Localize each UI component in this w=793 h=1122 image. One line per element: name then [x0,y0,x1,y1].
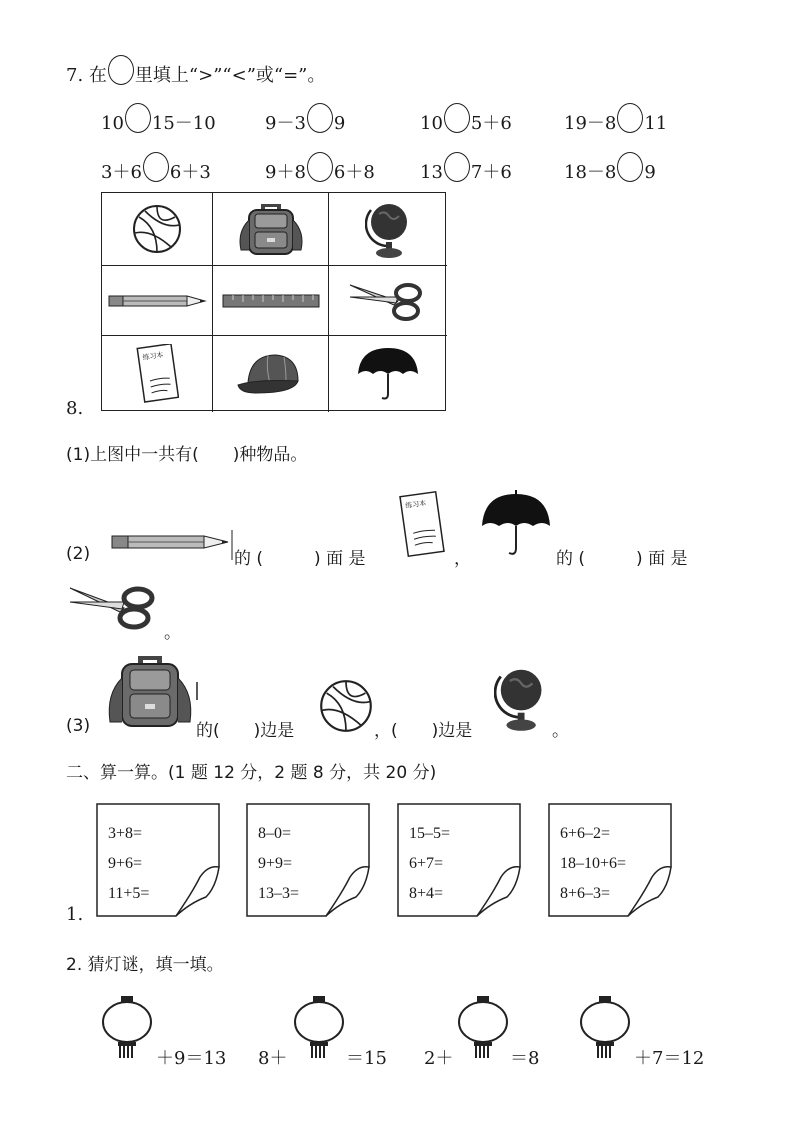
section2-heading: 二、算一算。(1 题 12 分，2 题 8 分，共 20 分) [66,763,437,783]
backpack-icon [100,652,200,732]
grid-cell-backpack [213,193,329,266]
q7-expr-1-4: 19－8 11 [564,103,667,135]
grid-cell-ruler [213,266,329,336]
lantern-pre-3: 2＋ [424,1048,454,1069]
pencil-icon [107,293,207,309]
lantern-eq-2: ＝15 [346,1048,387,1069]
calc-expr: 8+4= [409,885,444,902]
answer-circle[interactable] [125,103,151,133]
q8-sub2-label: (2) [66,544,91,564]
items-grid [101,192,446,411]
grid-cell-scissors [329,266,447,336]
q7-expr-2-4: 18－8 9 [564,152,656,184]
notebook-icon [135,344,179,404]
lantern-icon[interactable] [292,994,346,1062]
scissors-icon [348,279,428,323]
ball-icon [318,678,374,734]
q8-sub1: (1)上图中一共有( )种物品。 [66,445,308,465]
q7-expr-2-2: 9＋8 6＋8 [265,152,375,184]
globe-icon [494,662,546,734]
q8-number: 8. [66,398,84,419]
answer-circle[interactable] [617,103,643,133]
lantern-eq-1: ＋9＝13 [156,1048,227,1069]
umbrella-icon [480,490,552,560]
calc-expr: 9+9= [258,855,293,872]
cap-icon [236,351,306,397]
calc-note-3 [397,803,522,915]
calc-note-2 [246,803,371,915]
q7-expr-2-3: 13 7＋6 [420,152,512,184]
q8-sub3-end: 。 [552,721,569,741]
grid-cell-notebook [102,336,213,412]
answer-circle[interactable] [143,152,169,182]
q7-expr-2-1: 3＋6 6＋3 [101,152,211,184]
grid-cell-umbrella [329,336,447,412]
calc-expr: 8+6–3= [560,885,611,902]
q8-sub3-b: ，( )边是 [374,721,473,741]
answer-circle[interactable] [307,152,333,182]
grid-cell-ball [102,193,213,266]
ball-icon [131,203,183,255]
answer-circle[interactable] [444,103,470,133]
umbrella-icon [356,346,420,402]
calc-expr: 11+5= [108,885,150,902]
calc-expr: 18–10+6= [560,855,627,872]
svg-text:练习本: 练习本 [404,499,427,511]
calc-q1-number: 1. [66,904,84,925]
answer-circle[interactable] [444,152,470,182]
q8-sub2-comma: ， [454,549,471,569]
backpack-icon [233,200,309,258]
ruler-icon [221,293,321,309]
svg-text:练习本: 练习本 [142,350,164,362]
lantern-pre-2: 8＋ [258,1048,288,1069]
lantern-eq-4: ＋7＝12 [634,1048,705,1069]
grid-cell-globe [329,193,447,266]
calc-note-1 [96,803,221,915]
q8-sub2-a: 的 ( ) 面 是 [234,549,366,569]
calc-expr: 3+8= [108,825,143,842]
q7-number: 7. [66,65,84,86]
q8-sub3-label: (3) [66,716,91,736]
calc-q2 [66,950,224,975]
notebook-icon [398,490,446,560]
grid-cell-cap [213,336,329,412]
pencil-icon [110,530,234,560]
q7-instruction: 7. 在 里填上“>”“<”或“=”。 [66,55,325,87]
q7-expr-1-1: 10 15－10 [101,103,216,135]
q8-sub2-b: 的 ( ) 面 是 [556,549,688,569]
scissors-icon [68,582,160,632]
lantern-icon[interactable] [456,994,510,1062]
lantern-icon[interactable] [578,994,632,1062]
calc-q2-number: 2. [66,955,83,975]
answer-circle[interactable] [307,103,333,133]
q8-sub2-end: 。 [164,623,181,643]
calc-note-4 [548,803,673,915]
q7-expr-1-3: 10 5＋6 [420,103,512,135]
answer-circle-icon [108,55,134,85]
calc-expr: 9+6= [108,855,143,872]
answer-circle[interactable] [617,152,643,182]
grid-cell-pencil [102,266,213,336]
lantern-icon[interactable] [100,994,154,1062]
calc-expr: 13–3= [258,885,300,902]
lantern-eq-3: ＝8 [510,1048,540,1069]
calc-expr: 6+6–2= [560,825,611,842]
q7-expr-1-2: 9－3 9 [265,103,345,135]
q8-sub3-a: 的( )边是 [196,721,295,741]
calc-q2-text: 猜灯谜，填一填。 [87,955,224,975]
calc-expr: 15–5= [409,825,451,842]
calc-expr: 8–0= [258,825,292,842]
globe-icon [365,198,411,260]
calc-expr: 6+7= [409,855,444,872]
